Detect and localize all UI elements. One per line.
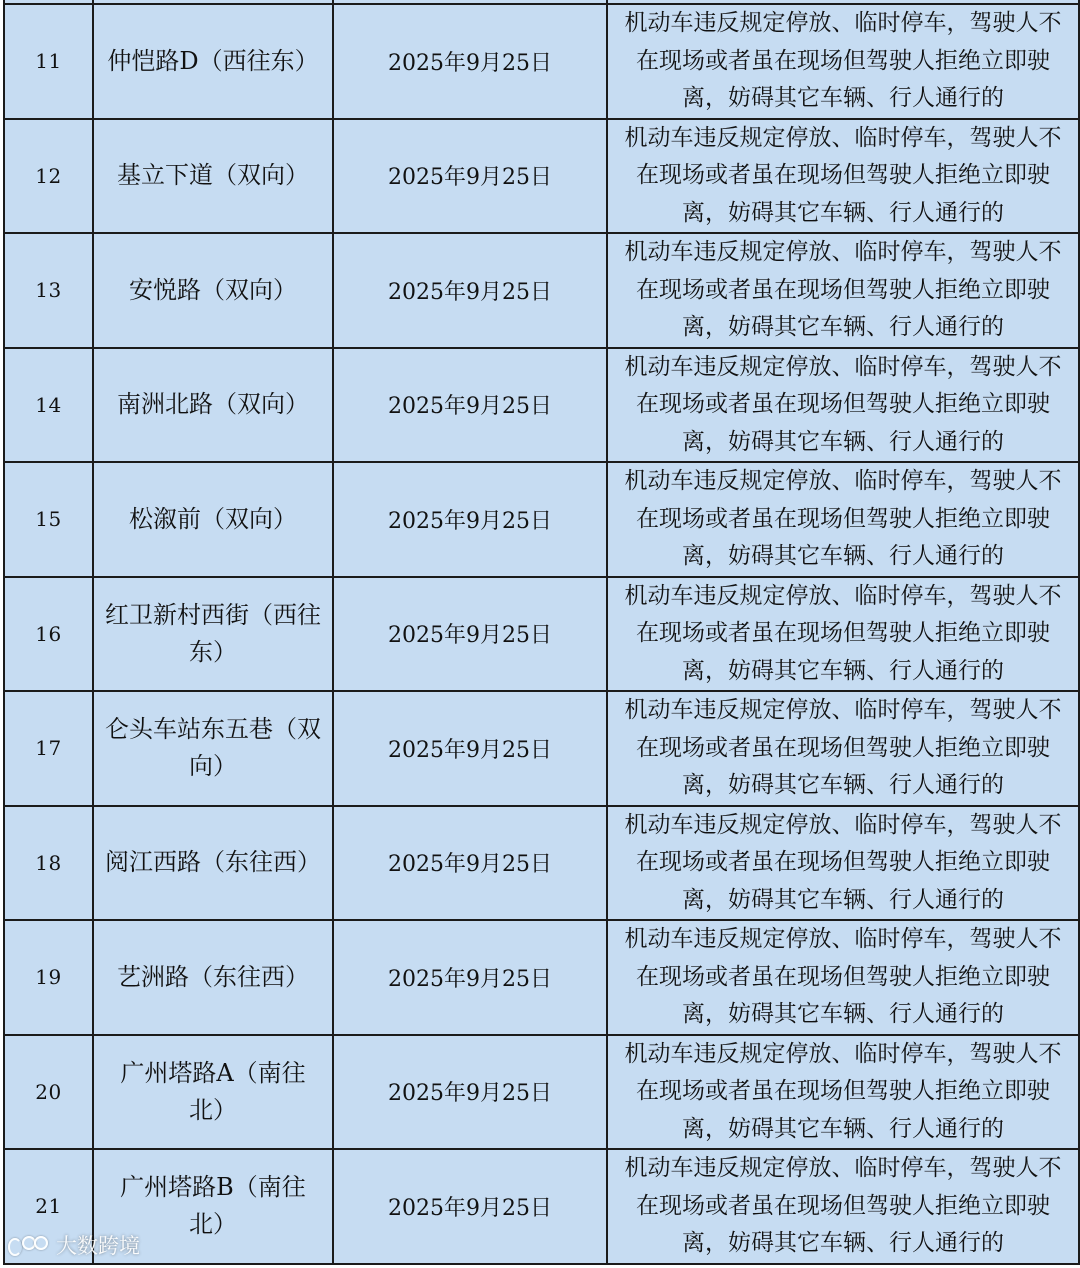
row-number-cell: 11: [4, 4, 93, 119]
row-number-cell: 16: [4, 577, 93, 692]
watermark: [8, 1230, 140, 1260]
date-cell: 2025年9月25日: [333, 1149, 607, 1264]
table-row: [4, 462, 1079, 577]
date-cell: 2025年9月25日: [333, 691, 607, 806]
table-row: [4, 1149, 1079, 1264]
date-cell: 2025年9月25日: [333, 4, 607, 119]
row-number-cell: 18: [4, 806, 93, 921]
row-number-cell: 19: [4, 920, 93, 1035]
road-name-cell: 安悦路（双向）: [93, 233, 333, 348]
date-cell: 2025年9月25日: [333, 577, 607, 692]
violation-description-cell: 机动车违反规定停放、临时停车，驾驶人不在现场或者虽在现场但驾驶人拒绝立即驶离，妨碍其它车辆、行人通行的: [607, 4, 1079, 119]
road-name-cell: 仑头车站东五巷（双向）: [93, 691, 333, 806]
road-name-cell: 艺洲路（东往西）: [93, 920, 333, 1035]
table-row: [4, 920, 1079, 1035]
violation-description-cell: 机动车违反规定停放、临时停车，驾驶人不在现场或者虽在现场但驾驶人拒绝立即驶离，妨碍其它车辆、行人通行的: [607, 806, 1079, 921]
road-name-cell: 松溆前（双向）: [93, 462, 333, 577]
road-name-cell: 南洲北路（双向）: [93, 348, 333, 463]
table-row: [4, 119, 1079, 234]
table-row: [4, 577, 1079, 692]
date-cell: 2025年9月25日: [333, 348, 607, 463]
row-number-cell: 13: [4, 233, 93, 348]
violation-description-cell: 机动车违反规定停放、临时停车，驾驶人不在现场或者虽在现场但驾驶人拒绝立即驶离，妨碍其它车辆、行人通行的: [607, 348, 1079, 463]
violation-description-cell: 机动车违反规定停放、临时停车，驾驶人不在现场或者虽在现场但驾驶人拒绝立即驶离，妨碍其它车辆、行人通行的: [607, 920, 1079, 1035]
road-name-cell: 广州塔路B（南往北）: [93, 1149, 333, 1264]
row-number-cell: 20: [4, 1035, 93, 1150]
road-name-cell: 仲恺路D（西往东）: [93, 4, 333, 119]
violation-description-cell: 机动车违反规定停放、临时停车，驾驶人不在现场或者虽在现场但驾驶人拒绝立即驶离，妨碍其它车辆、行人通行的: [607, 233, 1079, 348]
violation-description-cell: 机动车违反规定停放、临时停车，驾驶人不在现场或者虽在现场但驾驶人拒绝立即驶离，妨碍其它车辆、行人通行的: [607, 462, 1079, 577]
date-cell: 2025年9月25日: [333, 1035, 607, 1150]
table-row: [4, 806, 1079, 921]
row-number-cell: 21: [4, 1149, 93, 1264]
watermark-text: 大数跨境: [56, 1234, 140, 1258]
brand-logo-icon: [8, 1234, 52, 1256]
road-name-cell: 广州塔路A（南往北）: [93, 1035, 333, 1150]
date-cell: 2025年9月25日: [333, 233, 607, 348]
row-number-cell: 14: [4, 348, 93, 463]
table-row: [4, 4, 1079, 119]
row-number-cell: 17: [4, 691, 93, 806]
violation-description-cell: 机动车违反规定停放、临时停车，驾驶人不在现场或者虽在现场但驾驶人拒绝立即驶离，妨碍其它车辆、行人通行的: [607, 1149, 1079, 1264]
table-row: [4, 348, 1079, 463]
table-row: [4, 1035, 1079, 1150]
road-name-cell: 阅江西路（东往西）: [93, 806, 333, 921]
date-cell: 2025年9月25日: [333, 920, 607, 1035]
date-cell: 2025年9月25日: [333, 462, 607, 577]
row-number-cell: 12: [4, 119, 93, 234]
table-row: [4, 691, 1079, 806]
violation-description-cell: 机动车违反规定停放、临时停车，驾驶人不在现场或者虽在现场但驾驶人拒绝立即驶离，妨碍其它车辆、行人通行的: [607, 1035, 1079, 1150]
table-row: [4, 233, 1079, 348]
road-name-cell: 基立下道（双向）: [93, 119, 333, 234]
row-number-cell: 15: [4, 462, 93, 577]
parking-violation-table: [3, 0, 1080, 1265]
violation-description-cell: 机动车违反规定停放、临时停车，驾驶人不在现场或者虽在现场但驾驶人拒绝立即驶离，妨碍其它车辆、行人通行的: [607, 577, 1079, 692]
table-body: [4, 0, 1079, 1264]
date-cell: 2025年9月25日: [333, 119, 607, 234]
date-cell: 2025年9月25日: [333, 806, 607, 921]
violation-description-cell: 机动车违反规定停放、临时停车，驾驶人不在现场或者虽在现场但驾驶人拒绝立即驶离，妨碍其它车辆、行人通行的: [607, 119, 1079, 234]
road-name-cell: 红卫新村西街（西往东）: [93, 577, 333, 692]
violation-description-cell: 机动车违反规定停放、临时停车，驾驶人不在现场或者虽在现场但驾驶人拒绝立即驶离，妨碍其它车辆、行人通行的: [607, 691, 1079, 806]
